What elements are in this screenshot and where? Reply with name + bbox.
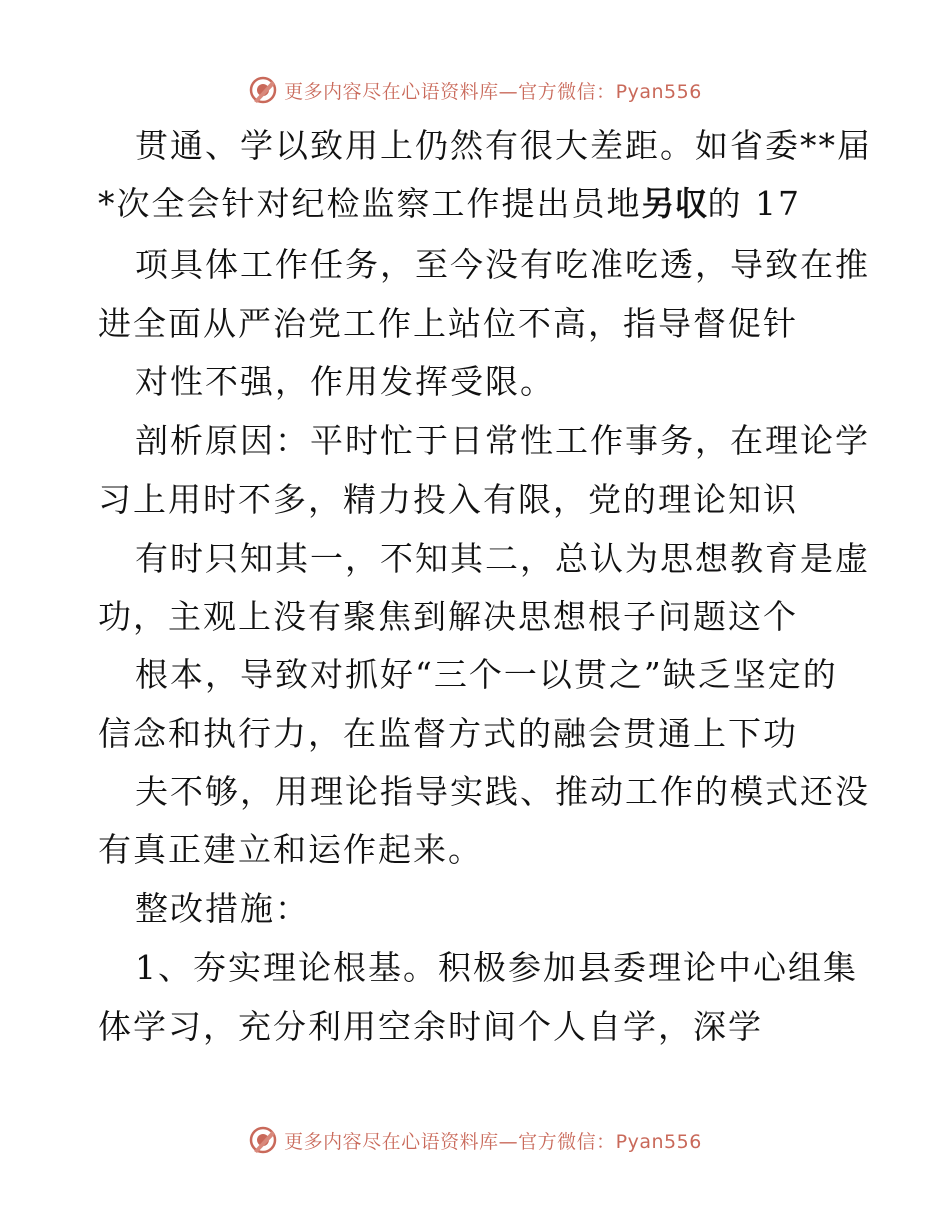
- text-line: 项具体工作任务，至今没有吃准吃透，导致在推: [135, 245, 870, 284]
- pen-circle-logo-icon: [248, 1125, 278, 1155]
- text-line: *次全会针对纪检监察工作提出员地另収的 17: [98, 184, 801, 223]
- text-line: 剖析原因：平时忙于日常性工作事务，在理论学: [135, 421, 870, 460]
- text-line: 夫不够，用理论指导实践、推动工作的模式还没: [135, 772, 870, 811]
- text-line: 整改措施：: [135, 889, 310, 928]
- text-line: 进全面从严治党工作上站位不高，指导督促针: [98, 304, 798, 343]
- text-line: 体学习，充分利用空余时间个人自学，深学: [98, 1007, 763, 1046]
- text-line: 贯通、学以致用上仍然有很大差距。如省委**届: [135, 126, 872, 165]
- text-line: 功，主观上没有聚焦到解决思想根子问题这个: [98, 597, 798, 636]
- text-line: 有时只知其一，不知其二，总认为思想教育是虚: [135, 539, 870, 578]
- text-line: 1、夯实理论根基。积极参加县委理论中心组集: [135, 948, 858, 987]
- text-line: 习上用时不多，精力投入有限，党的理论知识: [98, 480, 798, 519]
- text-line: 信念和执行力，在监督方式的融会贯通上下功: [98, 714, 798, 753]
- text-line: 有真正建立和运作起来。: [98, 830, 483, 869]
- text-line: 对性不强，作用发挥受限。: [135, 362, 555, 401]
- watermark-text: 更多内容尽在心语资料库—官方微信：Pyan556: [284, 80, 702, 103]
- footer-watermark: [0, 1120, 950, 1160]
- text-line: 根本，导致对抓好“三个一以贯之”缺乏坚定的: [135, 655, 838, 694]
- watermark-text: 更多内容尽在心语资料库—官方微信：Pyan556: [284, 1130, 702, 1153]
